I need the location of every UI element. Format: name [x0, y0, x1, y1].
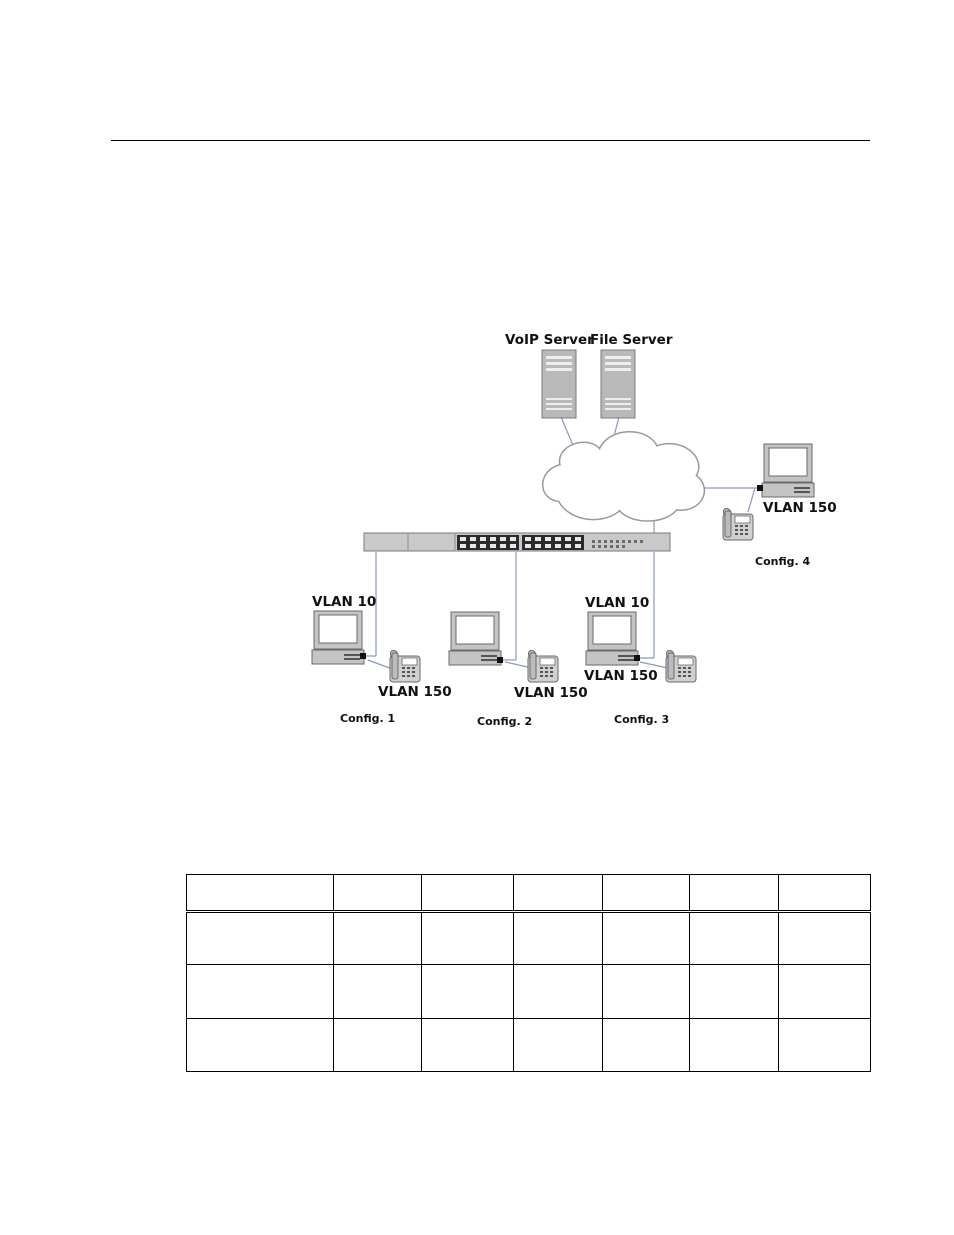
table-cell: [779, 1018, 871, 1071]
config4-computer-icon: [762, 444, 814, 497]
config1-phone-icon: [390, 651, 420, 683]
config1-computer-icon: [312, 611, 364, 664]
table-row: [187, 965, 871, 1018]
table-cell: [603, 965, 690, 1018]
table-header-cell: [690, 875, 779, 912]
config1-vlan-data-label: VLAN 10: [312, 594, 377, 610]
table-header-cell: [187, 875, 334, 912]
table-cell: [334, 1018, 422, 1071]
vlan-config-table: [186, 874, 871, 1072]
config3-phone-icon: [666, 651, 696, 683]
config1-caption: Config. 1: [340, 712, 396, 725]
voip-server-label: VoIP Server: [505, 332, 594, 348]
table-cell: [334, 965, 422, 1018]
table-cell: [187, 912, 334, 965]
config2-phone-icon: [528, 651, 558, 683]
config4-caption: Config. 4: [755, 555, 811, 568]
network-cloud-icon: [544, 433, 702, 519]
table-cell: [334, 912, 422, 965]
table-cell: [187, 1018, 334, 1071]
table-cell: [514, 912, 603, 965]
table-cell: [690, 912, 779, 965]
table-cell: [690, 965, 779, 1018]
table-cell: [779, 965, 871, 1018]
table-cell: [422, 1018, 514, 1071]
table-cell: [514, 1018, 603, 1071]
config1-vlan-voice-label: VLAN 150: [378, 684, 452, 700]
config3-caption: Config. 3: [614, 713, 670, 726]
table-header-cell: [422, 875, 514, 912]
voip-server-icon: [542, 350, 576, 418]
config4-vlan-label: VLAN 150: [763, 500, 837, 516]
table-header-row: [187, 875, 871, 912]
config2-computer-icon: [449, 612, 501, 665]
table-cell: [603, 1018, 690, 1071]
config4-phone-icon: [723, 509, 753, 541]
table-header-cell: [603, 875, 690, 912]
config3-vlan-voice-label: VLAN 150: [584, 668, 658, 684]
table-header-cell: [514, 875, 603, 912]
config3-computer-icon: [586, 612, 638, 665]
table-cell: [514, 965, 603, 1018]
table-row: [187, 1018, 871, 1071]
file-server-label: File Server: [590, 332, 673, 348]
table-cell: [779, 912, 871, 965]
table-header-cell: [334, 875, 422, 912]
table-cell: [603, 912, 690, 965]
config2-caption: Config. 2: [477, 715, 533, 728]
table-cell: [422, 912, 514, 965]
network-switch-icon: [364, 533, 670, 551]
config3-vlan-data-label: VLAN 10: [585, 595, 650, 611]
table-cell: [422, 965, 514, 1018]
table-row: [187, 912, 871, 965]
table-cell: [690, 1018, 779, 1071]
table-header-cell: [779, 875, 871, 912]
table-cell: [187, 965, 334, 1018]
file-server-icon: [601, 350, 635, 418]
config2-vlan-label: VLAN 150: [514, 685, 588, 701]
